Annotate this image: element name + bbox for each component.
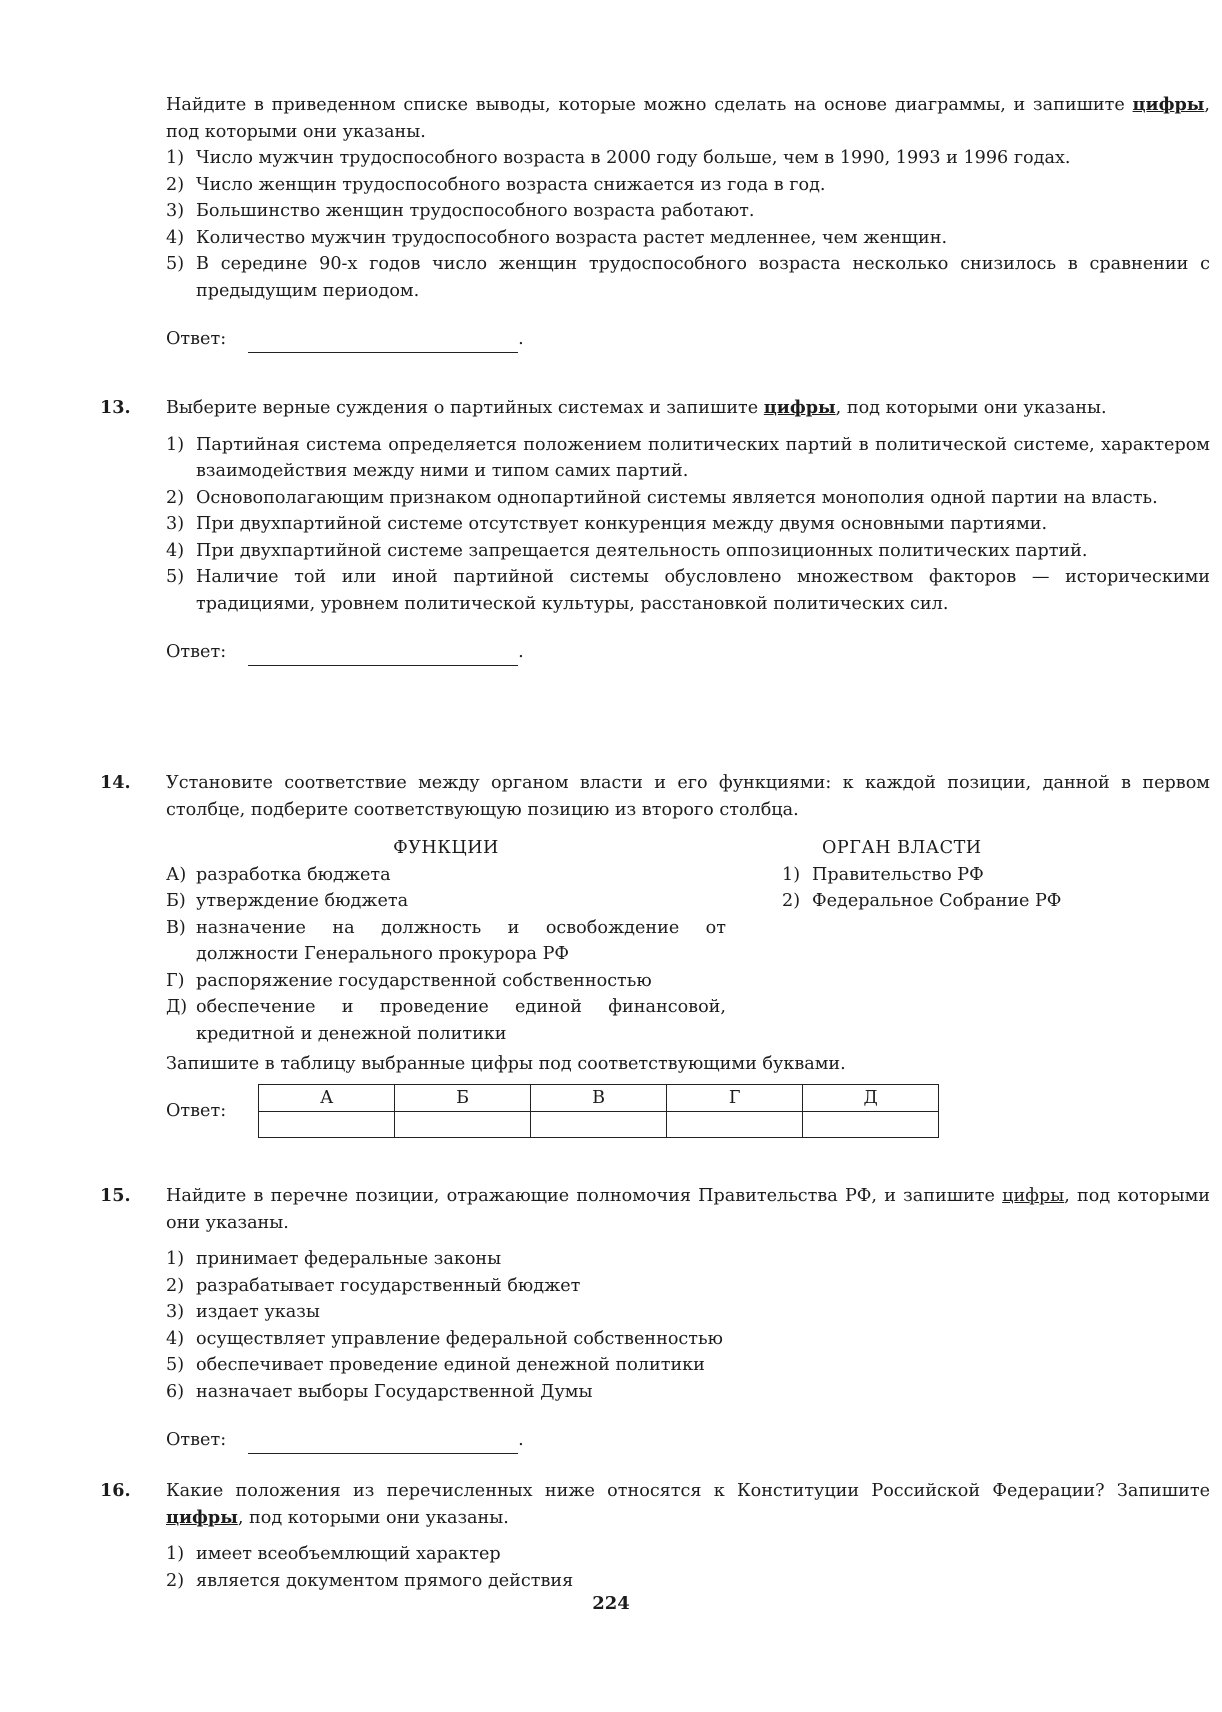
- question-number: 13.: [100, 397, 131, 418]
- column-heading: ФУНКЦИИ: [393, 838, 499, 858]
- function-item: Д) обеспечение и проведение единой финансовой, кредитной и денежной политики: [166, 997, 726, 1044]
- question-12-options: [166, 145, 1210, 304]
- option: 3) Большинство женщин трудоспособного возраста работают.: [166, 201, 755, 221]
- answer-cell[interactable]: [259, 1112, 395, 1138]
- question-15-options: [166, 1246, 1210, 1405]
- table-header-cell: Д: [803, 1084, 939, 1112]
- matching-columns: [166, 835, 1210, 1047]
- authority-column: [782, 835, 1142, 1047]
- column-heading: ОРГАН ВЛАСТИ: [822, 838, 982, 858]
- intro-text: Найдите в приведенном списке выводы, которые можно сделать на основе диаграммы, и запишите: [166, 95, 1133, 115]
- answer-label: Ответ:: [166, 642, 227, 662]
- function-item: В) назначение на должность и освобождение от должности Генерального прокурора РФ: [166, 917, 726, 964]
- answer-label: Ответ:: [166, 1430, 227, 1450]
- intro-emphasis: цифры: [1132, 94, 1205, 115]
- question-15: [100, 1183, 1210, 1454]
- answer-table-row: [166, 1084, 1210, 1139]
- option: 2) разрабатывает государственный бюджет: [166, 1275, 581, 1296]
- question-number: 16.: [100, 1480, 131, 1501]
- option: 4) осуществляет управление федеральной собственностью: [166, 1328, 723, 1349]
- question-number: 15.: [100, 1185, 131, 1206]
- table-header-cell: Г: [667, 1084, 803, 1112]
- answer-cell[interactable]: [395, 1112, 531, 1138]
- option: 5) Наличие той или иной партийной системы обусловлено множеством факторов — историческими традициями, уровнем политической культуры, расстановкой политических сил.: [166, 567, 1210, 614]
- answer-row: Ответ: .: [166, 639, 1210, 666]
- answer-label: Ответ:: [166, 1100, 227, 1121]
- option: 2) является документом прямого действия: [166, 1570, 574, 1591]
- question-14-intro: Установите соответствие между органом власти и его функциями: к каждой позиции, данной в первом столбце, подберите соответствующую позицию из второго столбца.: [166, 773, 1210, 820]
- answer-row: Ответ: .: [166, 1427, 1210, 1454]
- intro-text-end: , под которыми они указаны.: [166, 95, 1210, 142]
- option: 3) При двухпартийной системе отсутствует конкуренция между двумя основными партиями.: [166, 514, 1048, 534]
- answer-label: Ответ:: [166, 329, 227, 349]
- question-16-options: [166, 1541, 1210, 1594]
- answer-line[interactable]: [248, 647, 518, 666]
- table-header-cell: В: [531, 1084, 667, 1112]
- answer-cell[interactable]: [667, 1112, 803, 1138]
- question-number: 14.: [100, 772, 131, 793]
- functions-column: [166, 835, 726, 1047]
- authority-item: 1) Правительство РФ: [782, 864, 984, 885]
- question-13-intro: Выберите верные суждения о партийных системах и запишите цифры, под которыми они указаны.: [166, 397, 1107, 418]
- function-item: А) разработка бюджета: [166, 864, 391, 885]
- table-instruction: Запишите в таблицу выбранные цифры под соответствующими буквами.: [166, 1054, 846, 1074]
- answer-row: Ответ: .: [166, 326, 1210, 353]
- function-item: Б) утверждение бюджета: [166, 891, 409, 911]
- option: 2) Число женщин трудоспособного возраста снижается из года в год.: [166, 174, 826, 195]
- question-12-intro: [166, 92, 1210, 145]
- answer-cell[interactable]: [803, 1112, 939, 1138]
- question-14: [100, 770, 1210, 1138]
- answer-cell[interactable]: [531, 1112, 667, 1138]
- question-16: [100, 1478, 1210, 1594]
- option: 5) В середине 90-х годов число женщин трудоспособного возраста несколько снизилось в сравнении с предыдущим периодом.: [166, 254, 1210, 301]
- option: 4) При двухпартийной системе запрещается деятельность оппозиционных политических партий.: [166, 540, 1088, 561]
- question-13-options: [166, 432, 1210, 618]
- authority-item: 2) Федеральное Собрание РФ: [782, 891, 1062, 911]
- table-header-cell: А: [259, 1084, 395, 1112]
- question-12: [100, 92, 1210, 353]
- table-header-cell: Б: [395, 1084, 531, 1112]
- option: 1) Партийная система определяется положением политических партий в политической системе, характером взаимодействия между ними и типом самих партий.: [166, 434, 1210, 481]
- option: 2) Основополагающим признаком однопартийной системы является монополия одной партии на власть.: [166, 487, 1158, 508]
- option: 3) издает указы: [166, 1302, 320, 1322]
- question-13: [100, 395, 1210, 666]
- option: 1) принимает федеральные законы: [166, 1249, 502, 1269]
- option: 5) обеспечивает проведение единой денежной политики: [166, 1355, 705, 1375]
- option: 1) Число мужчин трудоспособного возраста в 2000 году больше, чем в 1990, 1993 и 1996 годах.: [166, 148, 1071, 168]
- option: 4) Количество мужчин трудоспособного возраста растет медленнее, чем женщин.: [166, 227, 948, 248]
- answer-line[interactable]: [248, 1435, 518, 1454]
- question-15-intro: Найдите в перечне позиции, отражающие полномочия Правительства РФ, и запишите цифры, под которыми они указаны.: [166, 1186, 1210, 1233]
- option: 1) имеет всеобъемлющий характер: [166, 1544, 501, 1564]
- page-number: 224: [592, 1593, 630, 1614]
- option: 6) назначает выборы Государственной Думы: [166, 1381, 593, 1402]
- function-item: Г) распоряжение государственной собственностью: [166, 970, 652, 991]
- answer-table: [258, 1084, 939, 1139]
- answer-line[interactable]: [248, 334, 518, 353]
- question-16-intro: Какие положения из перечисленных ниже относятся к Конституции Российской Федерации? Запишите цифры, под которыми они указаны.: [166, 1481, 1210, 1528]
